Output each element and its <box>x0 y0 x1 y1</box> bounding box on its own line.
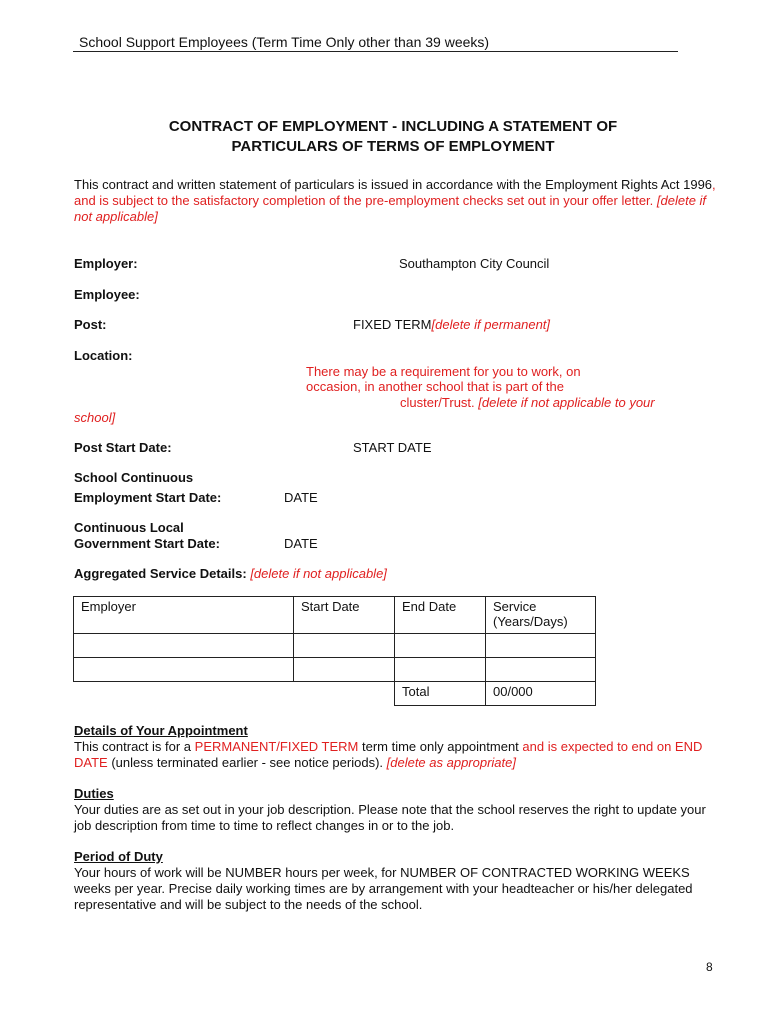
appointment-text-2: term time only appointment <box>358 739 523 754</box>
duties-text: Your duties are as set out in your job description. Please note that the school reserves the right to update your job description from time to time to reflect changes in or to the job. <box>74 802 706 833</box>
document-title-line-2: PARTICULARS OF TERMS OF EMPLOYMENT <box>231 138 555 155</box>
total-label: Total <box>395 682 486 706</box>
location-note-line-4: school] <box>74 410 116 425</box>
appointment-term-type: PERMANENT/FIXED TERM <box>194 739 359 754</box>
intro-paragraph <box>74 177 719 225</box>
duties-section <box>74 786 719 834</box>
post-value <box>353 317 550 333</box>
location-note-line-3-italic: [delete if not applicable to your <box>478 395 655 410</box>
location-note-line-3 <box>400 395 655 411</box>
running-header-text: School Support Employees (Term Time Only other than 39 weeks) <box>79 34 490 50</box>
local-government-value: DATE <box>284 536 318 551</box>
page-number: 8 <box>706 960 713 974</box>
table-cell[interactable] <box>395 658 486 682</box>
post-value-text: FIXED TERM <box>353 317 432 332</box>
header-employer: Employer <box>74 597 294 634</box>
header-service <box>486 597 596 634</box>
header-service-line-2: (Years/Days) <box>493 614 568 629</box>
aggregated-service-row <box>74 566 387 582</box>
header-service-line-1: Service <box>493 599 537 614</box>
appointment-text-3: (unless terminated earlier - see notice periods). <box>107 755 387 770</box>
appointment-heading: Details of Your Appointment <box>74 723 248 738</box>
table-total-row <box>74 682 596 706</box>
period-of-duty-section <box>74 849 719 913</box>
location-note-line-1: There may be a requirement for you to work, on <box>306 364 581 379</box>
intro-delete-note: [delete if not applicable] <box>74 193 707 224</box>
period-heading: Period of Duty <box>74 849 163 864</box>
appointment-text-1: This contract is for a <box>74 739 195 754</box>
table-cell[interactable] <box>395 634 486 658</box>
intro-red-text: , and is subject to the satisfactory completion of the pre-employment checks set out in your offer letter. <box>74 177 716 208</box>
running-header <box>73 34 678 52</box>
appointment-end-date: and is expected to end on END DATE <box>74 739 703 770</box>
school-continuous-value: DATE <box>284 490 318 505</box>
aggregated-delete-note: [delete if not applicable] <box>250 566 387 581</box>
employee-label: Employee: <box>74 287 140 302</box>
location-label: Location: <box>74 348 133 363</box>
post-start-label: Post Start Date: <box>74 440 172 455</box>
table-cell[interactable] <box>74 658 294 682</box>
table-blank-cell <box>294 682 395 706</box>
appointment-section <box>74 723 719 771</box>
local-government-label-2: Government Start Date: <box>74 536 220 551</box>
location-note-line-3-text: cluster/Trust. <box>400 395 479 410</box>
header-start-date: Start Date <box>294 597 395 634</box>
table-row <box>74 658 596 682</box>
table-cell[interactable] <box>486 634 596 658</box>
intro-text: This contract and written statement of particulars is issued in accordance with the Employment Rights Act 1996 <box>74 177 713 192</box>
table-blank-cell <box>74 682 294 706</box>
period-text: Your hours of work will be NUMBER hours per week, for NUMBER OF CONTRACTED WORKING WEEKS weeks per year. Precise daily working times are by arrangement with your headteacher or his/her delegated representative and will be subject to the needs of the school. <box>74 865 693 912</box>
aggregated-service-label: Aggregated Service Details: <box>74 566 247 581</box>
table-cell[interactable] <box>486 658 596 682</box>
school-continuous-label-2: Employment Start Date: <box>74 490 222 505</box>
table-row <box>74 634 596 658</box>
post-start-value: START DATE <box>353 440 432 455</box>
duties-heading: Duties <box>74 786 114 801</box>
appointment-delete-note: [delete as appropriate] <box>386 755 516 770</box>
location-note-line-2: occasion, in another school that is part of the <box>306 379 564 394</box>
document-title-line-1: CONTRACT OF EMPLOYMENT - INCLUDING A STATEMENT OF <box>168 118 618 135</box>
table-cell[interactable] <box>294 658 395 682</box>
employer-value: Southampton City Council <box>399 256 550 271</box>
employer-label: Employer: <box>74 256 138 271</box>
aggregated-service-table <box>73 596 596 706</box>
post-delete-note: [delete if permanent] <box>431 317 551 332</box>
post-label: Post: <box>74 317 107 332</box>
table-header-row <box>74 597 596 634</box>
total-value: 00/000 <box>486 682 596 706</box>
appointment-text <box>74 739 719 771</box>
school-continuous-label-1: School Continuous <box>74 470 194 485</box>
table-cell[interactable] <box>74 634 294 658</box>
table-cell[interactable] <box>294 634 395 658</box>
header-end-date: End Date <box>395 597 486 634</box>
local-government-label-1: Continuous Local <box>74 520 184 535</box>
